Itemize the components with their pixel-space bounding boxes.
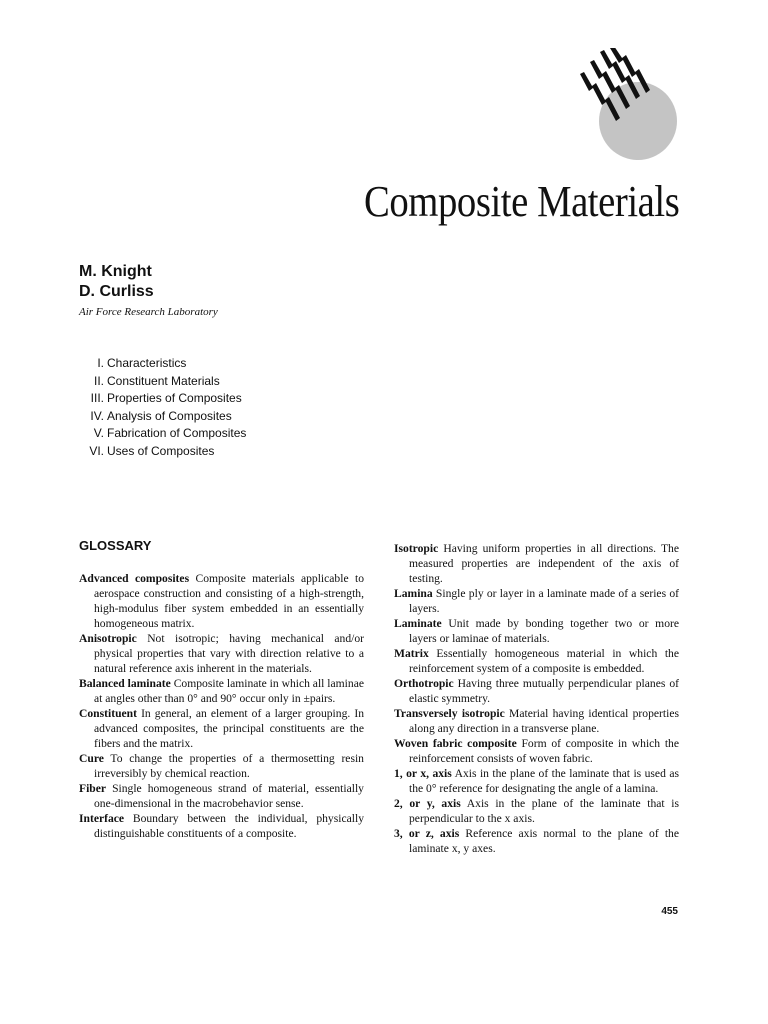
glossary-definition: Form of composite in which the reinforcement consists of woven fabric. xyxy=(409,737,679,765)
table-of-contents xyxy=(80,355,246,460)
glossary-term: Balanced laminate xyxy=(79,677,171,690)
glossary-term: 2, or y, axis xyxy=(394,797,461,810)
glossary-definition: Axis in the plane of the laminate that is perpendicular to the x axis. xyxy=(409,797,680,825)
toc-item xyxy=(80,408,246,426)
glossary-entry xyxy=(394,826,679,856)
glossary-column-right xyxy=(394,541,679,856)
glossary-term: Cure xyxy=(79,752,104,765)
toc-item xyxy=(80,443,246,461)
glossary-term: 3, or z, axis xyxy=(394,827,460,840)
author-block xyxy=(79,262,218,318)
glossary-entry xyxy=(394,676,679,706)
toc-label: Characteristics xyxy=(107,356,187,370)
glossary-entry xyxy=(394,736,679,766)
toc-number: I. xyxy=(97,356,104,370)
author-name: D. Curliss xyxy=(79,283,154,300)
author-affiliation: Air Force Research Laboratory xyxy=(79,306,218,318)
glossary-definition: Boundary between the individual, physically distinguishable constituents of a composite. xyxy=(94,812,364,840)
toc-number: III. xyxy=(90,391,104,405)
glossary-definition: Unit made by bonding together two or more layers or laminae of materials. xyxy=(409,617,679,645)
toc-label: Uses of Composites xyxy=(107,443,215,458)
glossary-definition: Composite materials applicable to aerospace construction and consisting of a high-strength, high-modulus fiber system embedded in an essentially homogeneous matrix. xyxy=(94,572,364,630)
glossary-term: Fiber xyxy=(79,782,107,795)
glossary-entry xyxy=(79,751,364,781)
glossary-term: Transversely isotropic xyxy=(394,707,505,720)
glossary-definition: Material having identical properties along any direction in a transverse plane. xyxy=(409,707,679,735)
glossary-definition: Single ply or layer in a laminate made of a series of layers. xyxy=(409,587,680,615)
glossary-term: Orthotropic xyxy=(394,677,454,690)
page-number: 455 xyxy=(661,906,678,917)
toc-item xyxy=(80,355,246,373)
glossary-entry xyxy=(394,766,679,796)
glossary-term: Laminate xyxy=(394,617,442,630)
toc-item xyxy=(80,425,246,443)
glossary-term: 1, or x, axis xyxy=(394,767,452,780)
toc-item xyxy=(80,390,246,408)
glossary-entry xyxy=(394,706,679,736)
glossary-entry xyxy=(79,706,364,751)
glossary-definition: Composite laminate in which all laminae at angles other than 0° and 90° occur only in ±pairs. xyxy=(94,677,364,705)
glossary-definition: Axis in the plane of the laminate that is used as the 0° reference for designating the angle of a lamina. xyxy=(409,767,679,795)
toc-number: IV. xyxy=(90,408,104,423)
glossary-definition: In general, an element of a larger grouping. In advanced composites, the principal constituents are the fibers and the matrix. xyxy=(94,707,364,750)
glossary-term: Isotropic xyxy=(394,542,439,555)
glossary-entry xyxy=(79,631,364,676)
glossary-entry xyxy=(394,586,679,616)
toc-label: Properties of Composites xyxy=(107,391,242,405)
glossary-entry xyxy=(394,646,679,676)
glossary-term: Woven fabric composite xyxy=(394,737,517,750)
toc-number: II. xyxy=(93,373,104,388)
glossary-entry xyxy=(79,781,364,811)
glossary-entry xyxy=(394,541,679,586)
glossary-heading: GLOSSARY xyxy=(79,538,152,553)
toc-label: Constituent Materials xyxy=(107,373,220,388)
toc-number: VI. xyxy=(89,443,104,458)
glossary-entry xyxy=(79,571,364,631)
page-title: Composite Materials xyxy=(363,177,679,226)
glossary-definition: To change the properties of a thermosetting resin irreversibly by chemical reaction. xyxy=(94,752,364,780)
glossary-definition: Having three mutually perpendicular planes of elastic symmetry. xyxy=(409,677,679,705)
glossary-definition: Single homogeneous strand of material, essentially one-dimensional in the macrobehavior sense. xyxy=(94,782,364,810)
glossary-entry xyxy=(394,796,679,826)
glossary-term: Matrix xyxy=(394,647,429,660)
glossary-entry xyxy=(79,676,364,706)
glossary-entry xyxy=(394,616,679,646)
glossary-definition: Not isotropic; having mechanical and/or physical properties that vary with direction relative to a natural reference axis inherent in the materials. xyxy=(94,632,364,675)
lightning-emblem-icon xyxy=(578,48,682,164)
glossary-term: Constituent xyxy=(79,707,137,720)
toc-number: V. xyxy=(93,426,104,440)
glossary-definition: Reference axis normal to the plane of the laminate x, y axes. xyxy=(409,827,679,855)
glossary-term: Lamina xyxy=(394,587,433,600)
toc-label: Analysis of Composites xyxy=(107,408,232,423)
glossary-column-left xyxy=(79,571,364,841)
glossary-term: Interface xyxy=(79,812,125,825)
glossary-term: Advanced composites xyxy=(79,572,190,585)
toc-item xyxy=(80,373,246,391)
glossary-entry xyxy=(79,811,364,841)
glossary-definition: Essentially homogeneous material in which the reinforcement system of a composite is embedded. xyxy=(409,647,679,675)
author-name: M. Knight xyxy=(79,263,152,280)
glossary-term: Anisotropic xyxy=(79,632,137,645)
toc-label: Fabrication of Composites xyxy=(107,426,247,440)
glossary-definition: Having uniform properties in all directions. The measured properties are independent of the axis of testing. xyxy=(409,542,679,585)
